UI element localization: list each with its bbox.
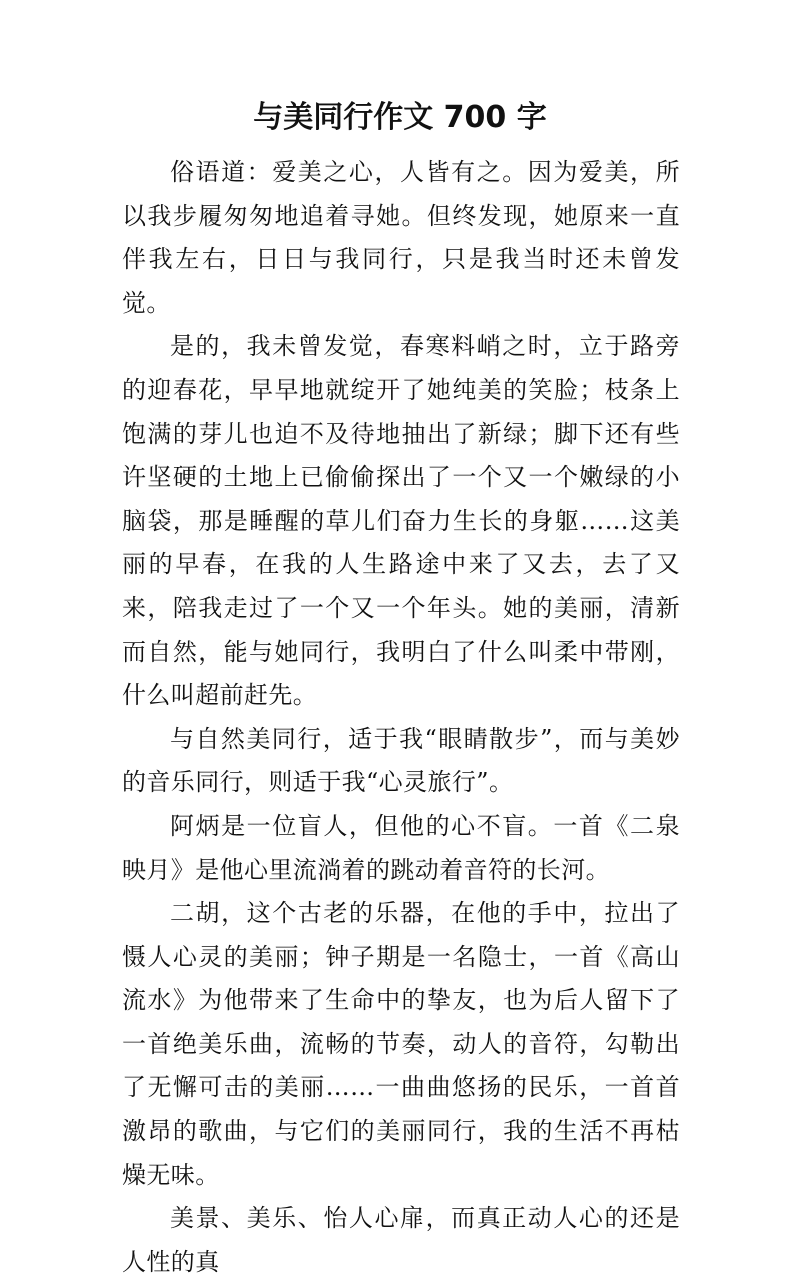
essay-title: 与美同行作文 700 字 [253, 100, 547, 135]
essay-body [122, 151, 680, 1284]
essay-paragraph: 与自然美同行，适于我“眼睛散步”，而与美妙的音乐同行，则适于我“心灵旅行”。 [122, 724, 680, 797]
essay-paragraph: 是的，我未曾发觉，春寒料峭之时，立于路旁的迎春花，早早地就绽开了她纯美的笑脸；枝条上饱满的芽儿也迫不及待地抽出了新绿；脚下还有些许坚硬的土地上已偷偷探出了一个又一个嫩绿的小脑袋，那是睡醒的草儿们奋力生长的身躯……这美丽的早春，在我的人生路途中来了又去，去了又来，陪我走过了一个又一个年头。她的美丽，清新而自然，能与她同行，我明白了什么叫柔中带刚，什么叫超前赶先。 [122, 332, 680, 710]
essay-paragraph: 美景、美乐、怡人心扉，而真正动人心的还是人性的真 [122, 1204, 680, 1276]
essay-paragraph: 俗语道：爱美之心，人皆有之。因为爱美，所以我步履匆匆地追着寻她。但终发现，她原来一直伴我左右，日日与我同行，只是我当时还未曾发觉。 [122, 158, 680, 317]
essay-paragraph: 二胡，这个古老的乐器，在他的手中，拉出了慑人心灵的美丽；钟子期是一名隐士，一首《高山流水》为他带来了生命中的挚友，也为后人留下了一首绝美乐曲，流畅的节奏，动人的音符，勾勒出了无懈可击的美丽……一曲曲悠扬的民乐，一首首激昂的歌曲，与它们的美丽同行，我的生活不再枯燥无味。 [122, 899, 680, 1189]
essay-paragraph: 阿炳是一位盲人，但他的心不盲。一首《二泉映月》是他心里流淌着的跳动着音符的长河。 [122, 811, 680, 884]
